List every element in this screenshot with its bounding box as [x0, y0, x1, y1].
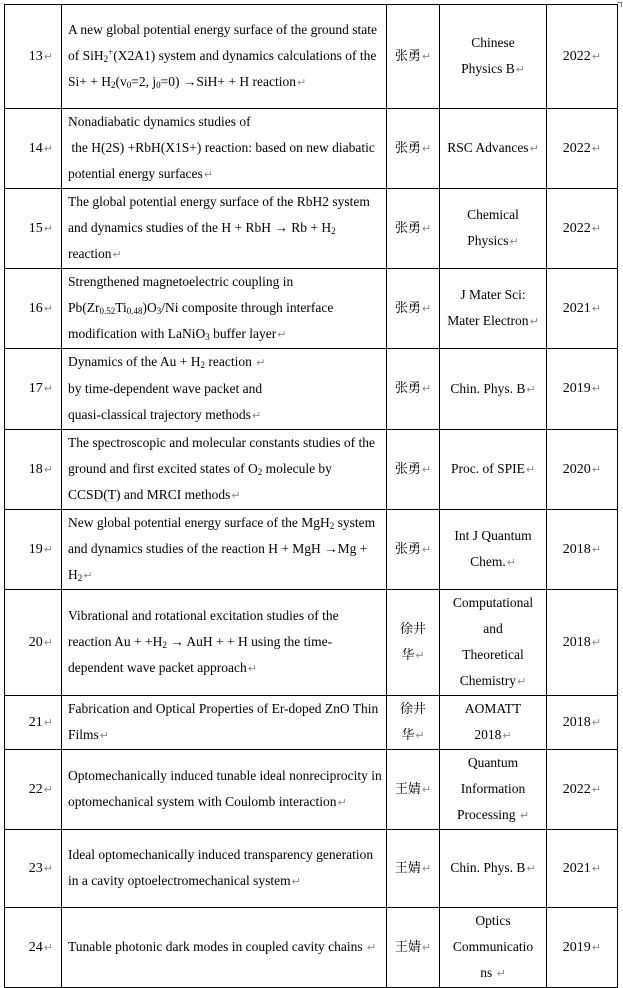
publication-year: 2022↵	[547, 189, 618, 269]
journal-name: Proc. of SPIE↵	[440, 430, 547, 510]
author-name: 王婧↵	[387, 750, 440, 830]
row-number: 24↵	[5, 908, 62, 988]
author-name: 张勇↵	[387, 349, 440, 430]
paper-title: The global potential energy surface of the RbH2 system and dynamics studies of the H + RbH → $Rb + H_2$ reaction↵	[62, 189, 387, 269]
publication-year: 2022↵	[547, 5, 618, 109]
journal-name: Computational and Theoretical Chemistry↵	[440, 590, 547, 696]
row-number: 19↵	[5, 510, 62, 590]
journal-name: Chin. Phys. B↵	[440, 349, 547, 430]
journal-name: J Mater Sci: Mater Electron↵	[440, 269, 547, 349]
table-row	[5, 908, 618, 988]
table-row	[5, 696, 618, 750]
row-number: 18↵	[5, 430, 62, 510]
publication-table	[4, 4, 618, 988]
row-number: 17↵	[5, 349, 62, 430]
row-number: 20↵	[5, 590, 62, 696]
table-row	[5, 269, 618, 349]
paper-title: Nonadiabatic dynamics studies of the H(2S) +RbH(X1S+) reaction: based on new diabatic potential energy surfaces↵	[62, 109, 387, 189]
publication-year: 2022↵	[547, 109, 618, 189]
author-name: 张勇↵	[387, 269, 440, 349]
row-number: 23↵	[5, 830, 62, 908]
journal-name: Optics Communicatio ns ↵	[440, 908, 547, 988]
author-name: 王婧↵	[387, 908, 440, 988]
publication-year: 2018↵	[547, 696, 618, 750]
publication-year: 2019↵	[547, 908, 618, 988]
table-row	[5, 189, 618, 269]
publication-table-body	[5, 5, 618, 988]
author-name: 张勇↵	[387, 109, 440, 189]
row-number: 13↵	[5, 5, 62, 109]
journal-name: AOMATT 2018↵	[440, 696, 547, 750]
table-row	[5, 510, 618, 590]
paper-title: New global potential energy surface of the MgH$_2$ system and dynamics studies of the reaction H + MgH $\to Mg + H_2↵$	[62, 510, 387, 590]
table-row	[5, 109, 618, 189]
journal-name: Quantum Information Processing ↵	[440, 750, 547, 830]
author-name: 王婧↵	[387, 830, 440, 908]
publication-year: 2018↵	[547, 510, 618, 590]
paper-title: Fabrication and Optical Properties of Er-doped ZnO Thin Films↵	[62, 696, 387, 750]
publication-year: 2019↵	[547, 349, 618, 430]
publication-year: 2021↵	[547, 269, 618, 349]
journal-name: Int J Quantum Chem.↵	[440, 510, 547, 590]
journal-name: Chemical Physics↵	[440, 189, 547, 269]
row-number: 21↵	[5, 696, 62, 750]
author-name: 徐井 华↵	[387, 696, 440, 750]
row-number: 14↵	[5, 109, 62, 189]
row-number: 22↵	[5, 750, 62, 830]
paper-title: Ideal optomechanically induced transparency generation in a cavity optoelectromechanical system↵	[62, 830, 387, 908]
paper-title: Dynamics of the $Au + H_2$ reaction ↵ by time-dependent wave packet and quasi-classical trajectory methods↵	[62, 349, 387, 430]
row-number: 16↵	[5, 269, 62, 349]
row-number: 15↵	[5, 189, 62, 269]
author-name: 张勇↵	[387, 189, 440, 269]
table-row	[5, 5, 618, 109]
journal-name: RSC Advances↵	[440, 109, 547, 189]
paper-title: Tunable photonic dark modes in coupled cavity chains ↵	[62, 908, 387, 988]
journal-name: Chinese Physics B↵	[440, 5, 547, 109]
publication-year: 2022↵	[547, 750, 618, 830]
publication-year: 2018↵	[547, 590, 618, 696]
paper-title: Vibrational and rotational excitation studies of the reaction $Au + +H_2$ → AuH + + H using the time-dependent wave packet approach↵	[62, 590, 387, 696]
paper-title: A new global potential energy surface of the ground state of SiH$_2$+(X2A1) system and dynamics calculations of the $Si+ + H_2(v_0=2$, $j_0=0) \to SiH+ + H$ reaction↵	[62, 5, 387, 109]
table-row	[5, 750, 618, 830]
publication-year: 2021↵	[547, 830, 618, 908]
author-name: 张勇↵	[387, 510, 440, 590]
table-row	[5, 349, 618, 430]
table-row	[5, 590, 618, 696]
author-name: 徐井 华↵	[387, 590, 440, 696]
paper-title: Strengthened magnetoelectric coupling in $Pb(Zr_{0.52}Ti_{0.48})O_3/Ni$ composite through interface modification with LaNiO$_3$ buffer layer↵	[62, 269, 387, 349]
table-row	[5, 430, 618, 510]
author-name: 张勇↵	[387, 430, 440, 510]
paper-title: The spectroscopic and molecular constants studies of the ground and first excited states of $O_2$ molecule by CCSD(T) and MRCI methods↵	[62, 430, 387, 510]
publication-year: 2020↵	[547, 430, 618, 510]
table-row	[5, 830, 618, 908]
paper-title: Optomechanically induced tunable ideal nonreciprocity in optomechanical system with Coulomb interaction↵	[62, 750, 387, 830]
journal-name: Chin. Phys. B↵	[440, 830, 547, 908]
author-name: 张勇↵	[387, 5, 440, 109]
